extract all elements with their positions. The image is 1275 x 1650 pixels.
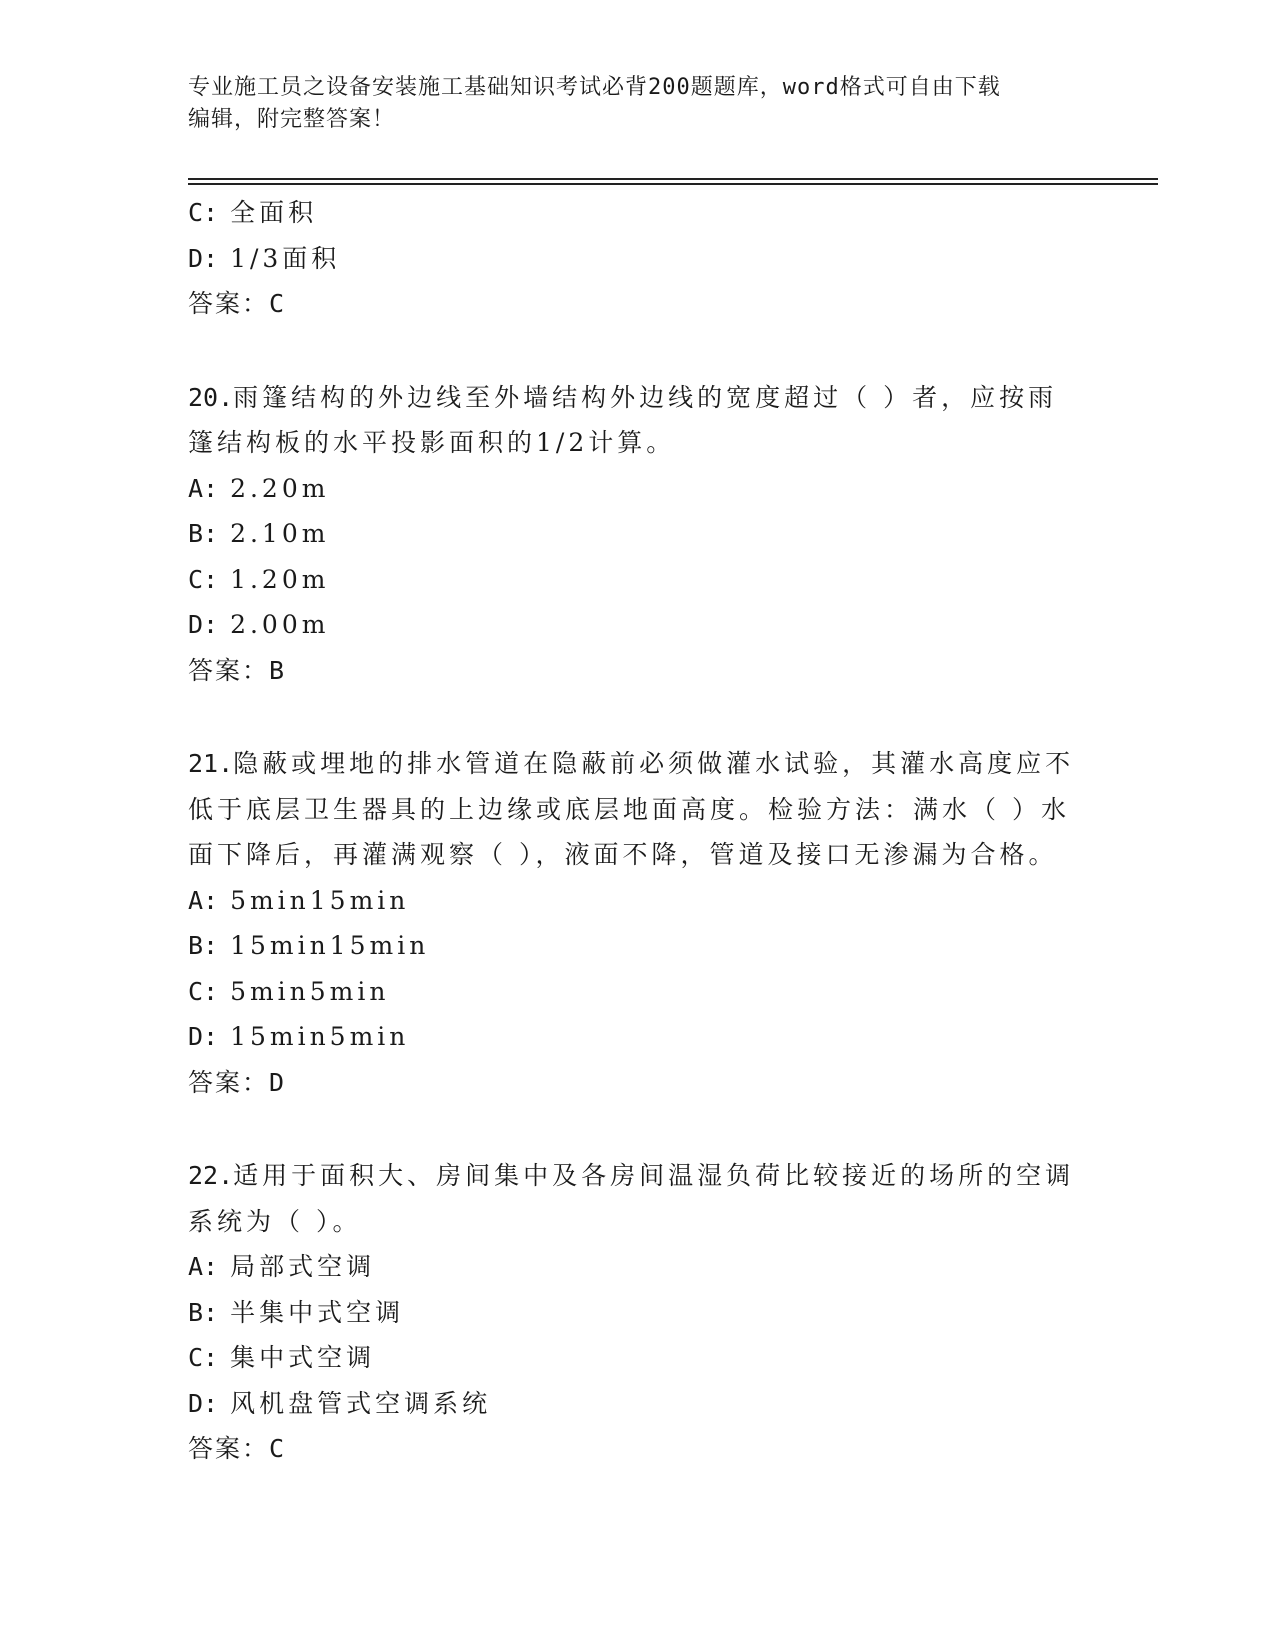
option-key: D: [188,1388,219,1418]
answer-value: C [269,1434,285,1463]
answer-label: 答案： [188,1434,270,1463]
answer-label: 答案： [188,1067,270,1097]
option-key: C: [188,1343,219,1372]
option-text: 15min15min [230,931,430,960]
header-title-line-2: 编辑，附完整答案！ [188,107,396,132]
question-text: 隐蔽或埋地的排水管道在隐蔽前必须做灌水试验，其灌水高度应不 [233,749,1075,778]
option-row [188,602,1088,648]
option-text: 2.00m [230,610,330,639]
option-key: D: [188,1022,219,1051]
answer-row [188,648,1088,694]
question-number: 22. [188,1161,234,1190]
spacer [188,693,1088,741]
answer-label: 答案： [188,655,270,685]
option-text: 全面积 [230,198,318,227]
question-block-21 [188,741,1088,1105]
answer-label: 答案： [188,289,270,318]
option-key: A: [188,1252,219,1281]
option-text: 半集中式空调 [230,1297,405,1327]
option-text: 风机盘管式空调系统 [230,1388,492,1418]
header-divider-bottom [188,183,1158,185]
option-text: 5min15min [230,885,410,915]
question-number: 21. [188,749,234,778]
answer-row [188,281,1088,327]
option-row [188,1335,1088,1381]
option-row [188,1381,1088,1427]
option-text: 15min5min [230,1022,410,1051]
question-block-20 [188,375,1088,694]
option-key: C: [188,976,219,1006]
option-row [188,969,1088,1015]
question-text-line: 系统为（ ）。 [188,1206,362,1236]
header-title-line-1: 专业施工员之设备安装施工基础知识考试必背200题题库，word格式可自由下载 [188,75,1001,100]
option-row [188,1290,1088,1336]
option-text: 2.20m [230,473,330,503]
option-row [188,236,1088,282]
option-key: A: [188,885,219,915]
option-key: C: [188,564,219,594]
question-text-line: 面下降后，再灌满观察（ ），液面不降，管道及接口无渗漏为合格。 [188,840,1058,869]
question-text-line [188,1153,1088,1199]
option-key: A: [188,473,219,503]
question-list [188,190,1088,1472]
document-header [188,72,1068,136]
option-text: 1.20m [230,564,330,594]
option-key: D: [188,610,219,639]
option-row [188,923,1088,969]
option-text: 1/3面积 [230,243,341,273]
question-block-22 [188,1153,1088,1472]
answer-row [188,1060,1088,1106]
option-key: B: [188,519,219,548]
option-row [188,878,1088,924]
question-block-19 [188,190,1088,327]
answer-value: C [269,289,285,318]
question-text-line [188,741,1088,787]
option-row [188,557,1088,603]
spacer [188,327,1088,375]
option-row [188,466,1088,512]
option-text: 集中式空调 [230,1343,376,1372]
answer-value: B [269,655,285,685]
option-key: B: [188,1297,219,1327]
question-text: 雨篷结构的外边线至外墙结构外边线的宽度超过（ ）者，应按雨 [233,382,1058,412]
question-text-line: 篷结构板的水平投影面积的1/2计算。 [188,428,676,457]
option-key: B: [188,931,219,960]
option-text: 5min5min [230,976,390,1006]
answer-value: D [269,1067,285,1097]
option-row [188,190,1088,236]
option-row [188,1014,1088,1060]
spacer [188,1105,1088,1153]
answer-row [188,1426,1088,1472]
option-key: C: [188,198,219,227]
question-text: 适用于面积大、房间集中及各房间温湿负荷比较接近的场所的空调 [233,1161,1075,1190]
option-text: 局部式空调 [230,1252,376,1281]
option-row [188,1244,1088,1290]
header-divider-top [188,178,1158,180]
option-text: 2.10m [230,519,330,548]
option-row [188,511,1088,557]
question-text-line: 低于底层卫生器具的上边缘或底层地面高度。检验方法：满水（ ）水 [188,794,1070,824]
option-key: D: [188,243,219,273]
question-number: 20. [188,382,234,412]
question-text-line [188,375,1088,421]
